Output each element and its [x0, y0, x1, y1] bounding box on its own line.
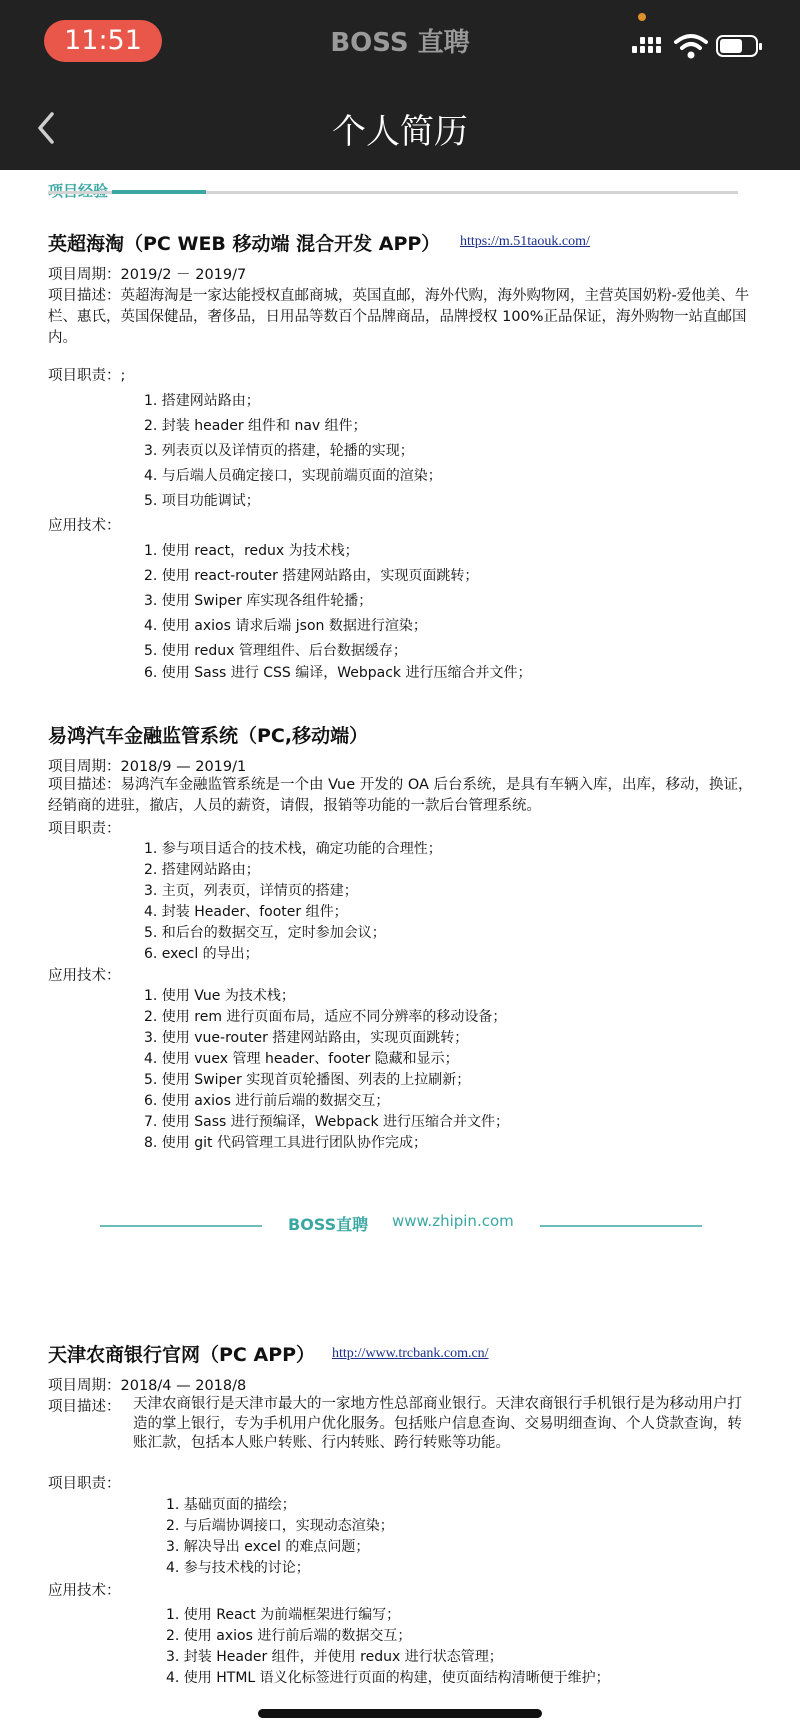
cellular-signal-icon: [632, 36, 666, 60]
project-title: 英超海淘（PC WEB 移动端 混合开发 APP）: [48, 233, 441, 255]
section-divider-accent: [112, 190, 206, 194]
list-item: 2. 封装 header 组件和 nav 组件；: [144, 418, 367, 434]
resume-document: [0, 170, 800, 1731]
tech-label: 应用技术：: [48, 1583, 121, 1599]
list-item: 3. 主页，列表页，详情页的搭建；: [144, 883, 358, 899]
project-period: 项目周期：2019/2 － 2019/7: [48, 267, 247, 283]
list-item: 2. 使用 axios 进行前后端的数据交互；: [166, 1628, 412, 1644]
list-item: 4. 使用 vuex 管理 header、footer 隐藏和显示；: [144, 1051, 459, 1067]
list-item: 6. execl 的导出；: [144, 946, 259, 962]
list-item: 3. 使用 Swiper 库实现各组件轮播；: [144, 593, 373, 609]
list-item: 6. 使用 Sass 进行 CSS 编译，Webpack 进行压缩合并文件；: [144, 665, 532, 681]
project-link[interactable]: http://www.trcbank.com.cn/: [332, 1346, 489, 1361]
list-item: 1. 使用 Vue 为技术栈；: [144, 988, 295, 1004]
project-description: 项目描述：英超海淘是一家达能授权直邮商城，英国直邮，海外代购，海外购物网，主营英国奶粉-爱他美、牛栏、惠氏，英国保健品，奢侈品，日用品等数百个品牌商品，品牌授权 100%正品保证，海外购物一站直邮国内。: [48, 288, 750, 346]
list-item: 2. 使用 rem 进行页面布局，适应不同分辨率的移动设备；: [144, 1009, 507, 1025]
list-item: 1. 使用 React 为前端框架进行编写；: [166, 1607, 401, 1623]
project-period: 项目周期：2018/9 — 2019/1: [48, 759, 247, 775]
project-description: 项目描述：易鸿汽车金融监管系统是一个由 Vue 开发的 OA 后台系统，是具有车辆入库，出库，移动，换证，经销商的进驻，撤店，人员的薪资，请假，报销等功能的一款后台管理系统。: [48, 777, 753, 814]
list-item: 1. 参与项目适合的技术栈，确定功能的合理性；: [144, 841, 442, 857]
list-item: 2. 搭建网站路由；: [144, 862, 260, 878]
project-description: 天津农商银行是天津市最大的一家地方性总部商业银行。天津农商银行手机银行是为移动用户打造的掌上银行，专为手机用户优化服务。包括账户信息查询、交易明细查询、个人贷款查询，转账汇款，包括本人账户转账、行内转账、跨行转账等功能。: [133, 1396, 742, 1451]
list-item: 1. 基础页面的描绘；: [166, 1497, 296, 1513]
footer-rule-right: [540, 1225, 702, 1227]
list-item: 6. 使用 axios 进行前后端的数据交互；: [144, 1093, 390, 1109]
project-title: 天津农商银行官网（PC APP）: [48, 1344, 316, 1366]
list-item: 7. 使用 Sass 进行预编译，Webpack 进行压缩合并文件；: [144, 1114, 510, 1130]
list-item: 2. 与后端协调接口，实现动态渲染；: [166, 1518, 394, 1534]
tech-label: 应用技术：: [48, 518, 121, 534]
list-item: 5. 使用 redux 管理组件、后台数据缓存；: [144, 643, 407, 659]
footer-url: www.zhipin.com: [392, 1212, 514, 1230]
project-title: 易鸿汽车金融监管系统（PC,移动端）: [48, 725, 369, 747]
list-item: 4. 使用 axios 请求后端 json 数据进行渲染；: [144, 618, 427, 634]
list-item: 2. 使用 react-router 搭建网站路由，实现页面跳转；: [144, 568, 479, 584]
project-period: 项目周期：2018/4 — 2018/8: [48, 1378, 247, 1394]
footer-rule-left: [100, 1225, 262, 1227]
tech-label: 应用技术：: [48, 968, 121, 984]
status-time: 11:51: [44, 20, 162, 62]
list-item: 5. 项目功能调试；: [144, 493, 260, 509]
duties-label: 项目职责：: [48, 1476, 121, 1492]
status-bar: [0, 0, 800, 86]
page-title: 个人简历: [332, 112, 468, 152]
battery-icon: [716, 35, 758, 57]
duties-label: 项目职责：: [48, 821, 121, 837]
list-item: 8. 使用 git 代码管理工具进行团队协作完成；: [144, 1135, 427, 1151]
footer-logo: BOSS直聘: [288, 1215, 369, 1234]
list-item: 3. 解决导出 excel 的难点问题；: [166, 1539, 370, 1555]
list-item: 4. 与后端人员确定接口，实现前端页面的渲染；: [144, 468, 442, 484]
list-item: 3. 封装 Header 组件，并使用 redux 进行状态管理；: [166, 1649, 503, 1665]
list-item: 1. 搭建网站路由；: [144, 393, 260, 409]
list-item: 3. 列表页以及详情页的搭建，轮播的实现；: [144, 443, 414, 459]
list-item: 5. 和后台的数据交互，定时参加会议；: [144, 925, 386, 941]
list-item: 1. 使用 react，redux 为技术栈；: [144, 543, 359, 559]
home-indicator[interactable]: [258, 1709, 542, 1718]
wifi-icon: [674, 32, 708, 60]
list-item: 5. 使用 Swiper 实现首页轮播图、列表的上拉刷新；: [144, 1072, 471, 1088]
project-link[interactable]: https://m.51taouk.com/: [460, 234, 590, 249]
privacy-indicator-icon: [638, 13, 646, 21]
list-item: 4. 参与技术栈的讨论；: [166, 1560, 310, 1576]
description-label: 项目描述：: [48, 1399, 121, 1415]
list-item: 4. 使用 HTML 语义化标签进行页面的构建，使页面结构清晰便于维护；: [166, 1670, 610, 1686]
list-item: 3. 使用 vue-router 搭建网站路由，实现页面跳转；: [144, 1030, 469, 1046]
list-item: 4. 封装 Header、footer 组件；: [144, 904, 348, 920]
nav-bar: [0, 86, 800, 170]
status-app-name: BOSS 直聘: [330, 28, 470, 58]
duties-label: 项目职责：;: [48, 368, 126, 384]
clipped-row: [0, 1667, 800, 1686]
page-footer-brand: [0, 1212, 800, 1242]
